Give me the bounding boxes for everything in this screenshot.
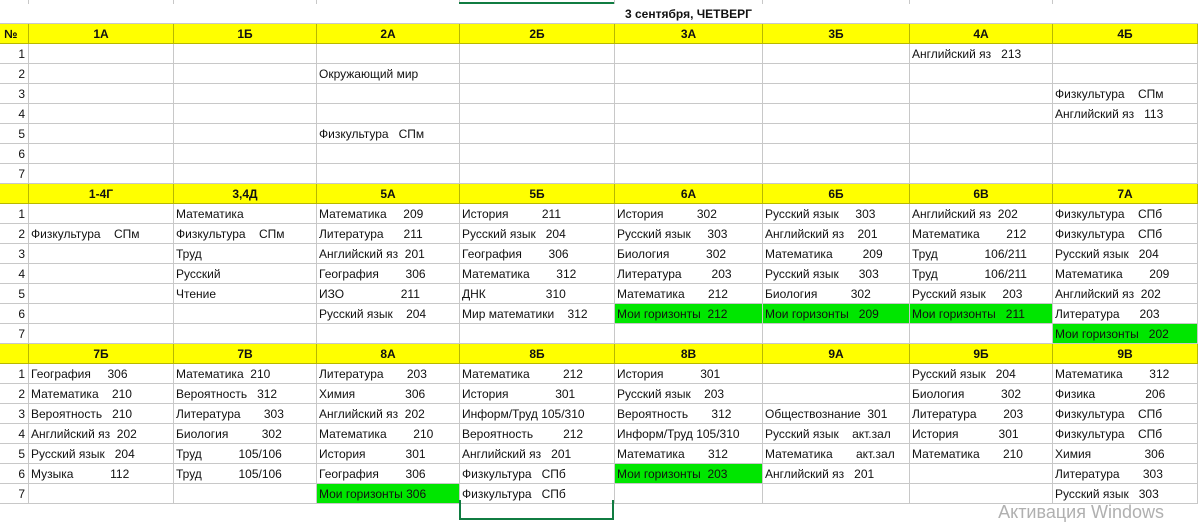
lesson-cell[interactable]: [1053, 64, 1198, 84]
lesson-cell[interactable]: [460, 64, 615, 84]
lesson-cell[interactable]: Русский язык 204: [910, 364, 1053, 384]
lesson-cell[interactable]: Мои горизонты 211: [910, 304, 1053, 324]
lesson-cell[interactable]: [763, 484, 910, 504]
class-header-cell[interactable]: 1Б: [174, 24, 317, 44]
lesson-cell[interactable]: [910, 324, 1053, 344]
lesson-cell[interactable]: [29, 324, 174, 344]
lesson-cell[interactable]: [615, 44, 763, 64]
lesson-cell[interactable]: [763, 364, 910, 384]
lesson-number-cell[interactable]: 4: [0, 264, 29, 284]
lesson-cell[interactable]: Мои горизонты 209: [763, 304, 910, 324]
class-header-cell[interactable]: 6А: [615, 184, 763, 204]
lesson-cell[interactable]: История 301: [615, 364, 763, 384]
lesson-cell[interactable]: Русский язык 303: [615, 224, 763, 244]
lesson-cell[interactable]: [910, 144, 1053, 164]
lesson-cell[interactable]: [910, 104, 1053, 124]
lesson-cell[interactable]: Английский яз 202: [317, 404, 460, 424]
lesson-cell[interactable]: Английский яз 202: [29, 424, 174, 444]
class-header-cell[interactable]: 4Б: [1053, 24, 1198, 44]
lesson-cell[interactable]: Физика 206: [1053, 384, 1198, 404]
lesson-cell[interactable]: Труд 106/211: [910, 264, 1053, 284]
lesson-cell[interactable]: Информ/Труд 105/310: [615, 424, 763, 444]
class-header-cell[interactable]: 6Б: [763, 184, 910, 204]
lesson-cell[interactable]: Математика 209: [1053, 264, 1198, 284]
lesson-cell[interactable]: Математика 210: [174, 364, 317, 384]
lesson-cell[interactable]: Химия 306: [1053, 444, 1198, 464]
gridline: [173, 0, 174, 4]
lesson-cell[interactable]: История 302: [615, 204, 763, 224]
lesson-number-cell[interactable]: 3: [0, 404, 29, 424]
lesson-cell[interactable]: Математика 312: [615, 444, 763, 464]
class-header-cell[interactable]: 1А: [29, 24, 174, 44]
lesson-cell[interactable]: География 306: [317, 464, 460, 484]
lesson-cell[interactable]: [460, 324, 615, 344]
lesson-cell[interactable]: [317, 44, 460, 64]
lesson-cell[interactable]: Вероятность 312: [615, 404, 763, 424]
gridline: [1052, 0, 1053, 4]
class-header-cell[interactable]: 4А: [910, 24, 1053, 44]
lesson-cell[interactable]: Математика 212: [460, 364, 615, 384]
class-header-cell[interactable]: 6В: [910, 184, 1053, 204]
lesson-cell[interactable]: Физкультура СПм: [317, 124, 460, 144]
lesson-cell[interactable]: Литература 203: [910, 404, 1053, 424]
lesson-cell[interactable]: Физкультура СПм: [29, 224, 174, 244]
lesson-cell[interactable]: История 301: [317, 444, 460, 464]
lesson-cell[interactable]: [174, 124, 317, 144]
lesson-cell[interactable]: [29, 144, 174, 164]
lesson-cell[interactable]: [174, 104, 317, 124]
lesson-cell[interactable]: Английский яз 113: [1053, 104, 1198, 124]
class-header-cell[interactable]: 3Б: [763, 24, 910, 44]
lesson-number-cell[interactable]: 1: [0, 44, 29, 64]
class-header-cell[interactable]: 7В: [174, 344, 317, 364]
header-cell-number[interactable]: [0, 184, 29, 204]
lesson-cell[interactable]: [910, 124, 1053, 144]
lesson-number-cell[interactable]: 1: [0, 204, 29, 224]
lesson-cell[interactable]: Физкультура СПб: [1053, 424, 1198, 444]
lesson-cell[interactable]: Английский яз 201: [763, 224, 910, 244]
lesson-cell[interactable]: [29, 204, 174, 224]
lesson-number-cell[interactable]: 2: [0, 224, 29, 244]
lesson-cell[interactable]: [29, 64, 174, 84]
lesson-cell[interactable]: [29, 304, 174, 324]
lesson-cell[interactable]: [910, 464, 1053, 484]
lesson-cell[interactable]: [763, 164, 910, 184]
lesson-number-cell[interactable]: 4: [0, 104, 29, 124]
lesson-cell[interactable]: Труд 105/106: [174, 464, 317, 484]
lesson-cell[interactable]: [29, 484, 174, 504]
lesson-cell[interactable]: [763, 144, 910, 164]
lesson-cell[interactable]: Русский язык 204: [29, 444, 174, 464]
lesson-cell[interactable]: География 306: [29, 364, 174, 384]
header-cell-number[interactable]: №: [0, 24, 29, 44]
lesson-number-cell[interactable]: 7: [0, 484, 29, 504]
lesson-cell[interactable]: [174, 44, 317, 64]
lesson-number-cell[interactable]: 7: [0, 164, 29, 184]
gridline: [614, 0, 615, 4]
lesson-number-cell[interactable]: 3: [0, 244, 29, 264]
lesson-cell[interactable]: [615, 484, 763, 504]
lesson-number-cell[interactable]: 3: [0, 84, 29, 104]
lesson-number-cell[interactable]: 4: [0, 424, 29, 444]
lesson-cell[interactable]: Русский язык 203: [615, 384, 763, 404]
lesson-cell[interactable]: [763, 84, 910, 104]
lesson-cell[interactable]: [615, 144, 763, 164]
lesson-cell[interactable]: [615, 64, 763, 84]
lesson-cell[interactable]: [29, 244, 174, 264]
lesson-cell[interactable]: Математика 209: [317, 204, 460, 224]
lesson-cell[interactable]: Информ/Труд 105/310: [460, 404, 615, 424]
lesson-cell[interactable]: Математика 210: [910, 444, 1053, 464]
lesson-cell[interactable]: [29, 124, 174, 144]
lesson-cell[interactable]: [29, 264, 174, 284]
class-header-cell[interactable]: 9Б: [910, 344, 1053, 364]
lesson-cell[interactable]: Русский язык 303: [1053, 484, 1198, 504]
gridline: [909, 0, 910, 4]
lesson-cell[interactable]: Труд: [174, 244, 317, 264]
lesson-cell[interactable]: [1053, 44, 1198, 64]
lesson-cell[interactable]: Мои горизонты 203: [615, 464, 763, 484]
lesson-cell[interactable]: [174, 304, 317, 324]
lesson-cell[interactable]: Русский язык 203: [910, 284, 1053, 304]
class-header-cell[interactable]: 8А: [317, 344, 460, 364]
gridline: [762, 0, 763, 4]
lesson-cell[interactable]: [317, 144, 460, 164]
lesson-cell[interactable]: [317, 324, 460, 344]
lesson-cell[interactable]: [317, 84, 460, 104]
lesson-number-cell[interactable]: 5: [0, 444, 29, 464]
lesson-cell[interactable]: Физкультура СПб: [1053, 404, 1198, 424]
class-header-cell[interactable]: 7Б: [29, 344, 174, 364]
lesson-number-cell[interactable]: 7: [0, 324, 29, 344]
lesson-number-cell[interactable]: 5: [0, 284, 29, 304]
lesson-cell[interactable]: Английский яз 213: [910, 44, 1053, 64]
lesson-cell[interactable]: Музыка 112: [29, 464, 174, 484]
class-header-cell[interactable]: 2Б: [460, 24, 615, 44]
lesson-cell[interactable]: Физкультура СПб: [1053, 204, 1198, 224]
lesson-cell[interactable]: Русский язык 204: [1053, 244, 1198, 264]
lesson-cell[interactable]: Литература 203: [1053, 304, 1198, 324]
lesson-cell[interactable]: Чтение: [174, 284, 317, 304]
lesson-cell[interactable]: [1053, 144, 1198, 164]
lesson-cell[interactable]: [763, 324, 910, 344]
lesson-cell[interactable]: Окружающий мир: [317, 64, 460, 84]
lesson-cell[interactable]: [460, 44, 615, 64]
lesson-cell[interactable]: [460, 144, 615, 164]
lesson-cell[interactable]: Русский язык акт.зал: [763, 424, 910, 444]
class-header-cell[interactable]: 3А: [615, 24, 763, 44]
lesson-cell[interactable]: [763, 64, 910, 84]
lesson-cell[interactable]: [910, 164, 1053, 184]
lesson-cell[interactable]: Вероятность 212: [460, 424, 615, 444]
lesson-cell[interactable]: Математика 209: [763, 244, 910, 264]
lesson-cell[interactable]: [174, 64, 317, 84]
lesson-cell[interactable]: [29, 84, 174, 104]
lesson-cell[interactable]: ДНК 310: [460, 284, 615, 304]
header-cell-number[interactable]: [0, 344, 29, 364]
lesson-cell[interactable]: Математика 210: [317, 424, 460, 444]
lesson-number-cell[interactable]: 6: [0, 144, 29, 164]
lesson-cell[interactable]: Русский язык 303: [763, 204, 910, 224]
lesson-cell[interactable]: Литература 203: [615, 264, 763, 284]
lesson-cell[interactable]: Физкультура СПм: [174, 224, 317, 244]
lesson-cell[interactable]: Математика 312: [460, 264, 615, 284]
lesson-cell[interactable]: [29, 104, 174, 124]
lesson-cell[interactable]: География 306: [317, 264, 460, 284]
lesson-cell[interactable]: Английский яз 202: [910, 204, 1053, 224]
lesson-cell[interactable]: Математика 212: [615, 284, 763, 304]
lesson-cell[interactable]: Физкультура СПб: [1053, 224, 1198, 244]
lesson-cell[interactable]: Математика: [174, 204, 317, 224]
lesson-cell[interactable]: Вероятность 312: [174, 384, 317, 404]
class-header-cell[interactable]: 9В: [1053, 344, 1198, 364]
class-header-cell[interactable]: 8В: [615, 344, 763, 364]
lesson-cell[interactable]: [174, 144, 317, 164]
lesson-cell[interactable]: [174, 324, 317, 344]
lesson-cell[interactable]: Мир математики 312: [460, 304, 615, 324]
gridline: [316, 0, 317, 4]
lesson-cell[interactable]: [174, 84, 317, 104]
windows-activation-watermark: Активация Windows: [998, 502, 1164, 522]
lesson-cell[interactable]: Русский язык 204: [317, 304, 460, 324]
lesson-cell[interactable]: [615, 84, 763, 104]
gridline: [28, 0, 29, 4]
lesson-cell[interactable]: Вероятность 210: [29, 404, 174, 424]
lesson-cell[interactable]: [460, 164, 615, 184]
class-header-cell[interactable]: 1-4Г: [29, 184, 174, 204]
lesson-cell[interactable]: Труд 105/106: [174, 444, 317, 464]
lesson-cell[interactable]: Математика акт.зал: [763, 444, 910, 464]
lesson-cell[interactable]: Обществознание 301: [763, 404, 910, 424]
lesson-cell[interactable]: [615, 104, 763, 124]
lesson-cell[interactable]: [763, 384, 910, 404]
lesson-cell[interactable]: Химия 306: [317, 384, 460, 404]
lesson-cell[interactable]: Литература 203: [317, 364, 460, 384]
schedule-title: 3 сентября, ЧЕТВЕРГ: [625, 7, 752, 21]
lesson-cell[interactable]: История 211: [460, 204, 615, 224]
lesson-cell[interactable]: [615, 124, 763, 144]
lesson-cell[interactable]: [317, 164, 460, 184]
lesson-cell[interactable]: [29, 164, 174, 184]
lesson-number-cell[interactable]: 5: [0, 124, 29, 144]
lesson-cell[interactable]: Биология 302: [763, 284, 910, 304]
lesson-cell[interactable]: История 301: [460, 384, 615, 404]
lesson-cell[interactable]: [174, 484, 317, 504]
lesson-cell[interactable]: Английский яз 201: [460, 444, 615, 464]
selected-cell-top-border: [459, 0, 614, 4]
lesson-cell[interactable]: [29, 284, 174, 304]
lesson-cell[interactable]: [615, 324, 763, 344]
lesson-cell[interactable]: [460, 84, 615, 104]
lesson-cell[interactable]: [763, 124, 910, 144]
lesson-cell[interactable]: [615, 164, 763, 184]
lesson-cell[interactable]: Физкультура СПм: [1053, 84, 1198, 104]
lesson-cell[interactable]: Русский язык 303: [763, 264, 910, 284]
lesson-cell[interactable]: Физкультура СПб: [460, 464, 615, 484]
lesson-cell[interactable]: Мои горизонты 212: [615, 304, 763, 324]
lesson-cell[interactable]: [460, 124, 615, 144]
class-header-cell[interactable]: 5А: [317, 184, 460, 204]
lesson-cell[interactable]: Литература 303: [1053, 464, 1198, 484]
lesson-cell[interactable]: [1053, 164, 1198, 184]
lesson-cell[interactable]: [29, 44, 174, 64]
lesson-cell[interactable]: [910, 84, 1053, 104]
lesson-cell[interactable]: Труд 106/211: [910, 244, 1053, 264]
lesson-cell[interactable]: [763, 44, 910, 64]
class-header-cell[interactable]: 2А: [317, 24, 460, 44]
lesson-number-cell[interactable]: 1: [0, 364, 29, 384]
lesson-cell[interactable]: Английский яз 201: [317, 244, 460, 264]
lesson-number-cell[interactable]: 2: [0, 64, 29, 84]
lesson-cell[interactable]: Физкультура СПб: [460, 484, 615, 504]
lesson-number-cell[interactable]: 6: [0, 464, 29, 484]
class-header-cell[interactable]: 3,4Д: [174, 184, 317, 204]
lesson-cell[interactable]: Русский: [174, 264, 317, 284]
lesson-cell[interactable]: [460, 104, 615, 124]
class-header-cell[interactable]: 8Б: [460, 344, 615, 364]
lesson-cell[interactable]: Литература 303: [174, 404, 317, 424]
lesson-cell[interactable]: Английский яз 202: [1053, 284, 1198, 304]
lesson-cell[interactable]: [910, 484, 1053, 504]
lesson-cell[interactable]: [1053, 124, 1198, 144]
lesson-cell[interactable]: Литература 211: [317, 224, 460, 244]
lesson-cell[interactable]: Математика 210: [29, 384, 174, 404]
lesson-cell[interactable]: [174, 164, 317, 184]
lesson-cell[interactable]: Английский яз 201: [763, 464, 910, 484]
lesson-cell[interactable]: Мои горизонты 202: [1053, 324, 1198, 344]
lesson-cell[interactable]: [317, 104, 460, 124]
lesson-cell[interactable]: Русский язык 204: [460, 224, 615, 244]
lesson-cell[interactable]: Математика 212: [910, 224, 1053, 244]
lesson-cell[interactable]: Математика 312: [1053, 364, 1198, 384]
class-header-cell[interactable]: 9А: [763, 344, 910, 364]
lesson-cell[interactable]: Биология 302: [910, 384, 1053, 404]
lesson-cell[interactable]: [763, 104, 910, 124]
class-header-cell[interactable]: 5Б: [460, 184, 615, 204]
lesson-cell[interactable]: История 301: [910, 424, 1053, 444]
lesson-number-cell[interactable]: 2: [0, 384, 29, 404]
lesson-cell[interactable]: Мои горизонты 306: [317, 484, 460, 504]
lesson-cell[interactable]: География 306: [460, 244, 615, 264]
class-header-cell[interactable]: 7А: [1053, 184, 1198, 204]
lesson-cell[interactable]: Биология 302: [174, 424, 317, 444]
lesson-cell[interactable]: [910, 64, 1053, 84]
lesson-cell[interactable]: ИЗО 211: [317, 284, 460, 304]
lesson-number-cell[interactable]: 6: [0, 304, 29, 324]
lesson-cell[interactable]: Биология 302: [615, 244, 763, 264]
selected-cell-bottom-border: [459, 500, 614, 520]
